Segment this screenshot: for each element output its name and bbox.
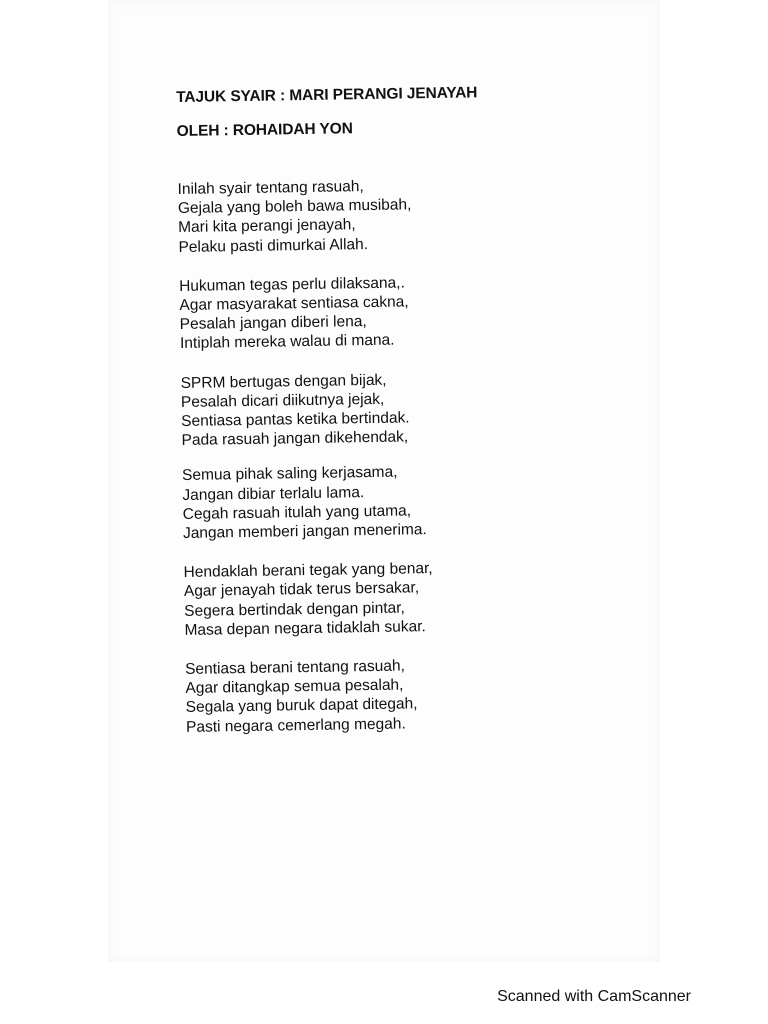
stanza [177,173,618,257]
poem-author: OLEH : ROHAIDAH YON [176,120,353,140]
poem-line: Sentiasa berani tentang rasuah, [185,657,405,678]
stanza [179,270,620,354]
poem-line: Jangan memberi jangan menerima. [182,521,427,542]
document-header [176,81,617,142]
stanza [180,367,621,451]
poem-line: Pasti negara cemerlang megah. [185,715,406,736]
stanza [182,459,623,543]
poem-line: Intiplah mereka walau di mana. [179,332,395,353]
poem-body [177,173,626,737]
stanza [185,653,626,737]
poem-line: Pada rasuah jangan dikehendak, [181,428,409,450]
poem-line: Gejala yang boleh bawa musibah, [177,196,412,218]
poem-line: Agar jenayah tidak terus bersakar, [183,579,420,601]
poem-line: Hendaklah berani tegak yang benar, [183,560,433,582]
stanza [183,556,624,640]
poem-line: Masa depan negara tidaklah sukar. [184,618,426,639]
poem-line: Pesalah jangan diberi lena, [179,313,367,334]
poem-line: Semua pihak saling kerjasama, [181,464,398,485]
camscanner-watermark: Scanned with CamScanner [497,988,691,1005]
poem-line: Pesalah dicari diikutnya jejak, [180,390,385,411]
poem-line: Segera bertindak dengan pintar, [184,599,405,620]
poem-title: TAJUK SYAIR : MARI PERANGI JENAYAH [176,84,478,106]
poem-line: Mari kita perangi jenayah, [178,216,356,237]
poem-line: Hukuman tegas perlu dilaksana,. [178,274,405,295]
poem-line: SPRM bertugas dengan bijak, [180,371,387,392]
poem-line: Inilah syair tentang rasuah, [177,178,364,198]
poem-line: Sentiasa pantas ketika bertindak. [181,409,410,430]
poem-line: Pelaku pasti dimurkai Allah. [178,235,369,256]
poem-document [176,81,626,757]
poem-line: Agar masyarakat sentiasa cakna, [179,293,409,314]
poem-line: Cegah rasuah itulah yang utama, [182,502,412,523]
poem-line: Segala yang buruk dapat ditegah, [185,695,418,717]
poem-line: Jangan dibiar terlalu lama. [182,483,365,504]
poem-line: Agar ditangkap semua pesalah, [185,676,404,698]
